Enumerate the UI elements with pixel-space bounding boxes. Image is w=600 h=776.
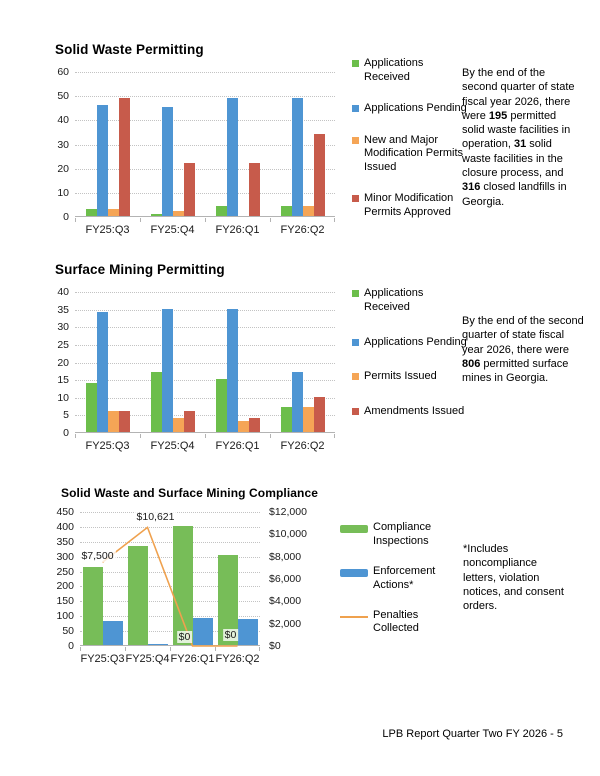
- x-axis-tick-label: FY25:Q4: [150, 224, 195, 236]
- line-point-label: $10,621: [136, 511, 175, 524]
- y-axis-tick-label: 200: [56, 580, 74, 593]
- legend-swatch-applications-received: [352, 290, 359, 297]
- y-axis-tick-label: 35: [57, 303, 69, 316]
- x-axis-tick-label: FY25:Q4: [125, 653, 170, 665]
- bar-minor-modification-permits-approved-fy26-q2: [314, 134, 325, 216]
- y-axis-tick-label: 20: [57, 356, 69, 369]
- x-axis-tick-mark: [215, 647, 216, 651]
- legend-label: Applications Pending: [364, 335, 467, 348]
- legend-item-amendments-issued: [352, 405, 468, 419]
- note-bold-value: 316: [462, 181, 481, 194]
- bar-applications-received-fy26-q2: [281, 407, 292, 432]
- x-axis-tick-mark: [125, 647, 126, 651]
- solid-waste-permitting-legend: [352, 57, 468, 220]
- gridline: [75, 363, 335, 364]
- y-axis-tick-label: 0: [63, 211, 69, 223]
- x-axis-tick-label: FY25:Q3: [85, 440, 130, 452]
- note-text: By the end of the second quarter of state fiscal year 2026, there were: [462, 67, 575, 122]
- x-axis-tick-mark: [270, 434, 271, 438]
- legend-item-permits-issued: [352, 370, 468, 384]
- bar-applications-pending-fy25-q4: [162, 107, 173, 216]
- x-axis-tick-mark: [75, 434, 76, 438]
- y-axis-tick-label: 400: [56, 520, 74, 533]
- legend-swatch-applications-pending: [352, 105, 359, 112]
- bar-amendments-issued-fy25-q4: [184, 411, 195, 432]
- y-axis-tick-label: 25: [57, 338, 69, 351]
- y-axis-tick-label: 0: [63, 427, 69, 439]
- bar-applications-pending-fy26-q1: [227, 309, 238, 432]
- legend-label: Compliance Inspections: [373, 521, 432, 547]
- x-axis-tick-mark: [334, 218, 335, 222]
- line-point-label: $7,500: [81, 550, 114, 563]
- y-axis-tick-label: 300: [56, 550, 74, 563]
- y-axis-tick-label: 100: [56, 610, 74, 623]
- legend-item-enforcement-actions: [340, 565, 466, 593]
- legend-item-applications-received: [352, 57, 468, 85]
- legend-swatch-minor-modification-permits-approved: [352, 195, 359, 202]
- bar-new-and-major-modification-permits-issued-fy25-q3: [108, 209, 119, 216]
- legend-label: New and Major Modification Permits Issued: [364, 133, 464, 174]
- y-axis-tick-label: 10: [57, 186, 69, 199]
- line-point-label: $0: [178, 631, 191, 643]
- compliance-note: [463, 542, 573, 613]
- y-axis-tick-label: 250: [56, 565, 74, 578]
- line-path: [103, 527, 238, 646]
- x-axis-tick-mark: [75, 218, 76, 222]
- note-text: solid waste facilities in the closure process, and: [462, 138, 564, 180]
- x-axis-tick-label: FY26:Q2: [280, 224, 325, 236]
- legend-item-compliance-inspections: [340, 521, 466, 549]
- note-text: closed landfills in Georgia.: [462, 181, 567, 208]
- legend-label: Permits Issued: [364, 370, 437, 383]
- legend-label: Enforcement Actions*: [373, 564, 436, 591]
- x-axis-tick-label: FY25:Q3: [80, 653, 125, 665]
- x-axis-tick-label: FY26:Q1: [170, 653, 215, 665]
- line-penalties-collected: [80, 512, 260, 646]
- x-axis-tick-label: FY25:Q3: [85, 224, 130, 236]
- x-axis-tick-mark: [205, 218, 206, 222]
- bar-new-and-major-modification-permits-issued-fy26-q2: [303, 206, 314, 216]
- gridline: [75, 345, 335, 346]
- compliance-legend: [340, 521, 466, 636]
- legend-item-penalties-collected: [340, 609, 466, 637]
- x-axis-tick-mark: [259, 647, 260, 651]
- y-axis-tick-label: 40: [57, 114, 69, 127]
- bar-applications-received-fy26-q2: [281, 206, 292, 216]
- y-axis-tick-label: 150: [56, 595, 74, 608]
- compliance-title: Solid Waste and Surface Mining Compliance: [61, 486, 319, 500]
- secondary-y-axis-tick-label: $4,000: [269, 595, 302, 608]
- x-axis-tick-mark: [270, 218, 271, 222]
- bar-minor-modification-permits-approved-fy26-q1: [249, 163, 260, 216]
- x-axis-tick-mark: [170, 647, 171, 651]
- secondary-y-axis-tick-label: $2,000: [269, 617, 302, 630]
- bar-permits-issued-fy26-q1: [238, 421, 249, 432]
- secondary-y-axis-tick-label: $10,000: [269, 528, 307, 541]
- bar-applications-pending-fy25-q3: [97, 312, 108, 432]
- bar-applications-pending-fy25-q3: [97, 105, 108, 216]
- legend-swatch-enforcement-actions: [340, 569, 368, 577]
- legend-swatch-amendments-issued: [352, 408, 359, 415]
- y-axis-tick-label: 50: [62, 625, 74, 638]
- x-axis-tick-label: FY26:Q1: [215, 224, 260, 236]
- legend-label: Minor Modification Permits Approved: [364, 192, 454, 219]
- compliance-plot: [80, 512, 260, 646]
- x-axis-tick-mark: [205, 434, 206, 438]
- bar-permits-issued-fy25-q3: [108, 411, 119, 432]
- bar-permits-issued-fy26-q2: [303, 407, 314, 432]
- legend-label: Amendments Issued: [364, 405, 465, 418]
- y-axis-tick-label: 30: [57, 138, 69, 151]
- bar-applications-pending-fy26-q2: [292, 372, 303, 432]
- y-axis-tick-label: 5: [63, 409, 69, 422]
- secondary-y-axis-tick-label: $12,000: [269, 506, 307, 518]
- y-axis-tick-label: 350: [56, 535, 74, 548]
- x-axis-tick-label: FY26:Q2: [280, 440, 325, 452]
- legend-item-applications-pending: [352, 102, 468, 116]
- secondary-y-axis-tick-label: $0: [269, 640, 281, 652]
- note-text: By the end of the second quarter of state fiscal year 2026, there were: [462, 315, 584, 356]
- y-axis-tick-label: 450: [56, 506, 74, 518]
- x-axis-tick-label: FY25:Q4: [150, 440, 195, 452]
- x-axis-tick-label: FY26:Q2: [215, 653, 260, 665]
- bar-applications-received-fy26-q1: [216, 379, 227, 432]
- note-text: permitted surface mines in Georgia.: [462, 357, 569, 385]
- bar-applications-received-fy26-q1: [216, 206, 227, 216]
- gridline: [75, 327, 335, 328]
- legend-label: Applications Pending: [364, 102, 467, 115]
- x-axis-tick-label: FY26:Q1: [215, 440, 260, 452]
- legend-swatch-new-and-major-modification-permits-issued: [352, 137, 359, 144]
- bar-permits-issued-fy25-q4: [173, 418, 184, 432]
- legend-item-new-and-major-modification-permits-issued: [352, 134, 468, 175]
- secondary-y-axis-tick-label: $6,000: [269, 573, 302, 585]
- x-axis-tick-mark: [334, 434, 335, 438]
- note-text: permitted solid waste facilities in operation,: [462, 109, 571, 151]
- y-axis-tick-label: 0: [68, 640, 74, 652]
- secondary-y-axis-tick-label: $8,000: [269, 550, 302, 563]
- line-point-label: $0: [224, 629, 237, 641]
- bar-applications-received-fy25-q3: [86, 383, 97, 432]
- gridline: [75, 96, 335, 97]
- note-bold-value: 195: [488, 109, 508, 122]
- note-bold-value: 806: [462, 357, 481, 370]
- y-axis-tick-label: 30: [57, 321, 69, 334]
- legend-swatch-applications-received: [352, 60, 359, 67]
- legend-item-minor-modification-permits-approved: [352, 192, 468, 220]
- bar-applications-received-fy25-q3: [86, 209, 97, 216]
- bar-minor-modification-permits-approved-fy25-q4: [184, 163, 195, 216]
- legend-label: Penalties Collected: [373, 608, 419, 635]
- bar-applications-received-fy25-q4: [151, 372, 162, 432]
- legend-label: Applications Received: [364, 287, 424, 313]
- bar-applications-pending-fy26-q1: [227, 98, 238, 216]
- bar-amendments-issued-fy26-q1: [249, 418, 260, 432]
- y-axis-tick-label: 40: [57, 286, 69, 298]
- y-axis-tick-label: 50: [57, 90, 69, 103]
- x-axis-tick-mark: [140, 218, 141, 222]
- note-bold-value: 31: [513, 138, 527, 151]
- bar-applications-pending-fy26-q2: [292, 98, 303, 216]
- x-axis-tick-mark: [140, 434, 141, 438]
- y-axis-tick-label: 20: [57, 162, 69, 175]
- surface-mining-permitting-legend: [352, 287, 468, 419]
- x-axis-tick-mark: [80, 647, 81, 651]
- legend-swatch-penalties-collected: [340, 616, 368, 618]
- legend-swatch-compliance-inspections: [340, 525, 368, 533]
- bar-applications-pending-fy25-q4: [162, 309, 173, 432]
- surface-mining-permitting-title: Surface Mining Permitting: [55, 262, 225, 277]
- y-axis-tick-label: 60: [57, 66, 69, 78]
- note-text: *Includes noncompliance letters, violation notices, and consent orders.: [463, 543, 564, 613]
- bar-amendments-issued-fy26-q2: [314, 397, 325, 432]
- solid-waste-permitting-title: Solid Waste Permitting: [55, 42, 204, 57]
- gridline: [75, 292, 335, 293]
- legend-swatch-applications-pending: [352, 339, 359, 346]
- legend-label: Applications Received: [364, 57, 424, 83]
- legend-item-applications-pending: [352, 336, 468, 350]
- solid-waste-note: [462, 66, 580, 209]
- y-axis-tick-label: 10: [57, 391, 69, 404]
- gridline: [75, 72, 335, 73]
- bar-minor-modification-permits-approved-fy25-q3: [119, 98, 130, 216]
- y-axis-tick-label: 15: [57, 374, 69, 387]
- page-footer: LPB Report Quarter Two FY 2026 - 5: [382, 728, 563, 740]
- bar-applications-received-fy25-q4: [151, 214, 162, 216]
- legend-item-applications-received: [352, 287, 468, 315]
- surface-mining-note: [462, 314, 584, 385]
- solid-waste-permitting-plot: [75, 72, 335, 217]
- surface-mining-permitting-plot: [75, 292, 335, 433]
- bar-amendments-issued-fy25-q3: [119, 411, 130, 432]
- bar-new-and-major-modification-permits-issued-fy25-q4: [173, 211, 184, 216]
- legend-swatch-permits-issued: [352, 373, 359, 380]
- gridline: [75, 310, 335, 311]
